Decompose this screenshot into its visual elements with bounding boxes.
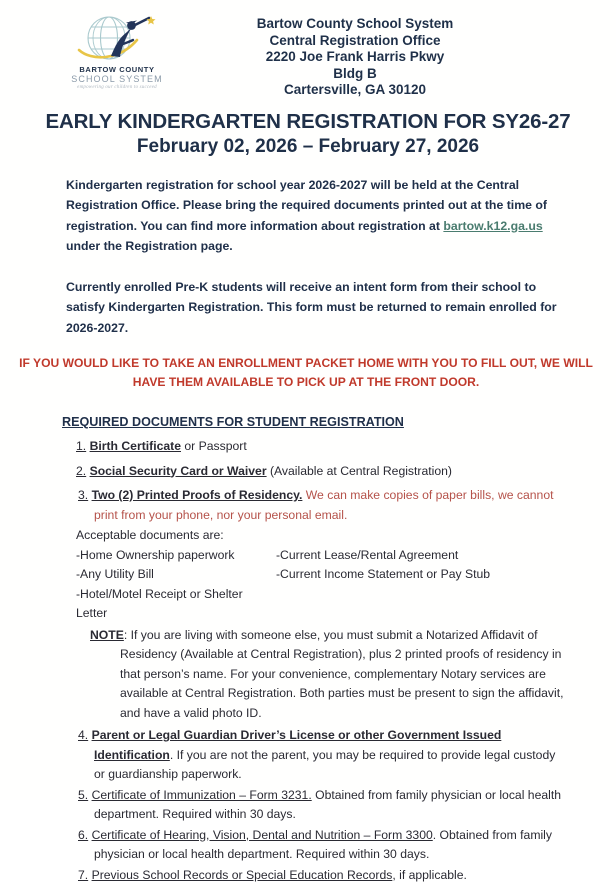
item-6-rest: . Obtained from family physician or local health department. Required within 30 days.: [94, 828, 552, 862]
acceptable-doc-left-3: -Hotel/Motel Receipt or Shelter Letter: [76, 585, 276, 624]
district-website-link[interactable]: bartow.k12.ga.us: [443, 219, 542, 233]
item-3-number: 3.: [78, 488, 88, 502]
item-4-number: 4.: [78, 728, 88, 742]
logo-tagline: empowering our children to succeed: [62, 85, 172, 90]
globe-graduate-logo-icon: [71, 12, 163, 64]
document-header: [0, 0, 616, 99]
address-line-3: 2220 Joe Frank Harris Pkwy: [172, 49, 538, 66]
residency-note: [76, 626, 568, 724]
title-block: [0, 109, 616, 159]
item-1-number: 1.: [76, 439, 86, 453]
item-1-label: Birth Certificate: [90, 439, 181, 453]
item-6-number: 6.: [78, 828, 88, 842]
item-7-number: 7.: [78, 868, 88, 882]
requirement-item-5: [62, 786, 568, 825]
logo-text-line1: BARTOW COUNTY: [62, 65, 172, 74]
item-5-rest: Obtained from family physician or local health department. Required within 30 days.: [94, 788, 561, 822]
paragraph-1-part-a: Kindergarten registration for school year 2026-2027 will be held at the Central Registration Office. Please bring the required documents printed out at the time of registration. You can find more information about registration at: [66, 178, 547, 233]
district-logo: [62, 12, 172, 90]
enrollment-packet-notice: IF YOU WOULD LIKE TO TAKE AN ENROLLMENT PACKET HOME WITH YOU TO FILL OUT, WE WILL HAVE THEM AVAILABLE TO PICK UP AT THE FRONT DOOR.: [2, 354, 610, 391]
item-3-label: Two (2) Printed Proofs of Residency.: [92, 488, 303, 502]
item-2-rest: (Available at Central Registration): [267, 464, 452, 478]
section-heading-required-documents: REQUIRED DOCUMENTS FOR STUDENT REGISTRATION: [62, 413, 404, 431]
requirement-item-6: [62, 826, 568, 865]
item-4-rest: . If you are not the parent, you may be required to provide legal custody or guardianship paperwork.: [94, 748, 555, 782]
acceptable-doc-right-2: -Current Income Statement or Pay Stub: [276, 565, 568, 585]
acceptable-documents-intro: Acceptable documents are:: [62, 526, 568, 546]
requirement-item-1: [62, 437, 568, 457]
item-7-rest: , if applicable.: [392, 868, 467, 882]
acceptable-doc-left-1: -Home Ownership paperwork: [76, 546, 276, 566]
item-6-label: Certificate of Hearing, Vision, Dental and Nutrition – Form 3300: [92, 828, 433, 842]
address-line-2: Central Registration Office: [172, 33, 538, 50]
paragraph-registration-info: [66, 175, 564, 257]
item-2-label: Social Security Card or Waiver: [90, 464, 267, 478]
acceptable-documents-row-1: [62, 546, 568, 566]
acceptable-doc-right-3: [276, 585, 568, 624]
page-title: EARLY KINDERGARTEN REGISTRATION FOR SY26-27: [0, 109, 616, 134]
item-7-label: Previous School Records or Special Education Records: [92, 868, 393, 882]
note-text: : If you are living with someone else, you must submit a Notarized Affidavit of Residency (Available at Central Registration), plus 2 printed proofs of residency in that person’s name. For your convenience, complementary Notary services are available at Central Registration. Both parties must be present to sign the affidavit, and have a valid photo ID.: [120, 628, 564, 720]
page-subtitle-dates: February 02, 2026 – February 27, 2026: [0, 135, 616, 159]
requirement-item-4: [62, 726, 568, 785]
required-documents-section: [0, 413, 616, 885]
item-2-number: 2.: [76, 464, 86, 478]
acceptable-doc-right-1: -Current Lease/Rental Agreement: [276, 546, 568, 566]
item-5-label: Certificate of Immunization – Form 3231.: [92, 788, 312, 802]
address-line-1: Bartow County School System: [172, 16, 538, 33]
paragraph-1-part-b: under the Registration page.: [66, 239, 233, 253]
requirement-item-3: [62, 486, 568, 525]
acceptable-doc-left-2: -Any Utility Bill: [76, 565, 276, 585]
acceptable-documents-row-2: [62, 565, 568, 585]
address-line-4: Bldg B: [172, 66, 538, 83]
item-4-label: Parent or Legal Guardian Driver’s License or other Government Issued Identification: [92, 728, 502, 762]
item-3-red-note: We can make copies of paper bills, we cannot print from your phone, nor your personal email.: [94, 488, 554, 522]
requirement-item-7: [62, 866, 568, 885]
intro-paragraphs: [0, 175, 616, 339]
address-block: [172, 12, 616, 99]
note-label: NOTE: [90, 628, 124, 642]
requirement-item-2: [62, 462, 568, 482]
acceptable-documents-row-3: [62, 585, 568, 624]
item-1-rest: or Passport: [181, 439, 247, 453]
paragraph-prek-intent: Currently enrolled Pre-K students will receive an intent form from their school to satisfy Kindergarten Registration. This form must be returned to remain enrolled for 2026-2027.: [66, 277, 564, 339]
address-line-5: Cartersville, GA 30120: [172, 82, 538, 99]
item-5-number: 5.: [78, 788, 88, 802]
logo-text-line2: SCHOOL SYSTEM: [62, 74, 172, 84]
